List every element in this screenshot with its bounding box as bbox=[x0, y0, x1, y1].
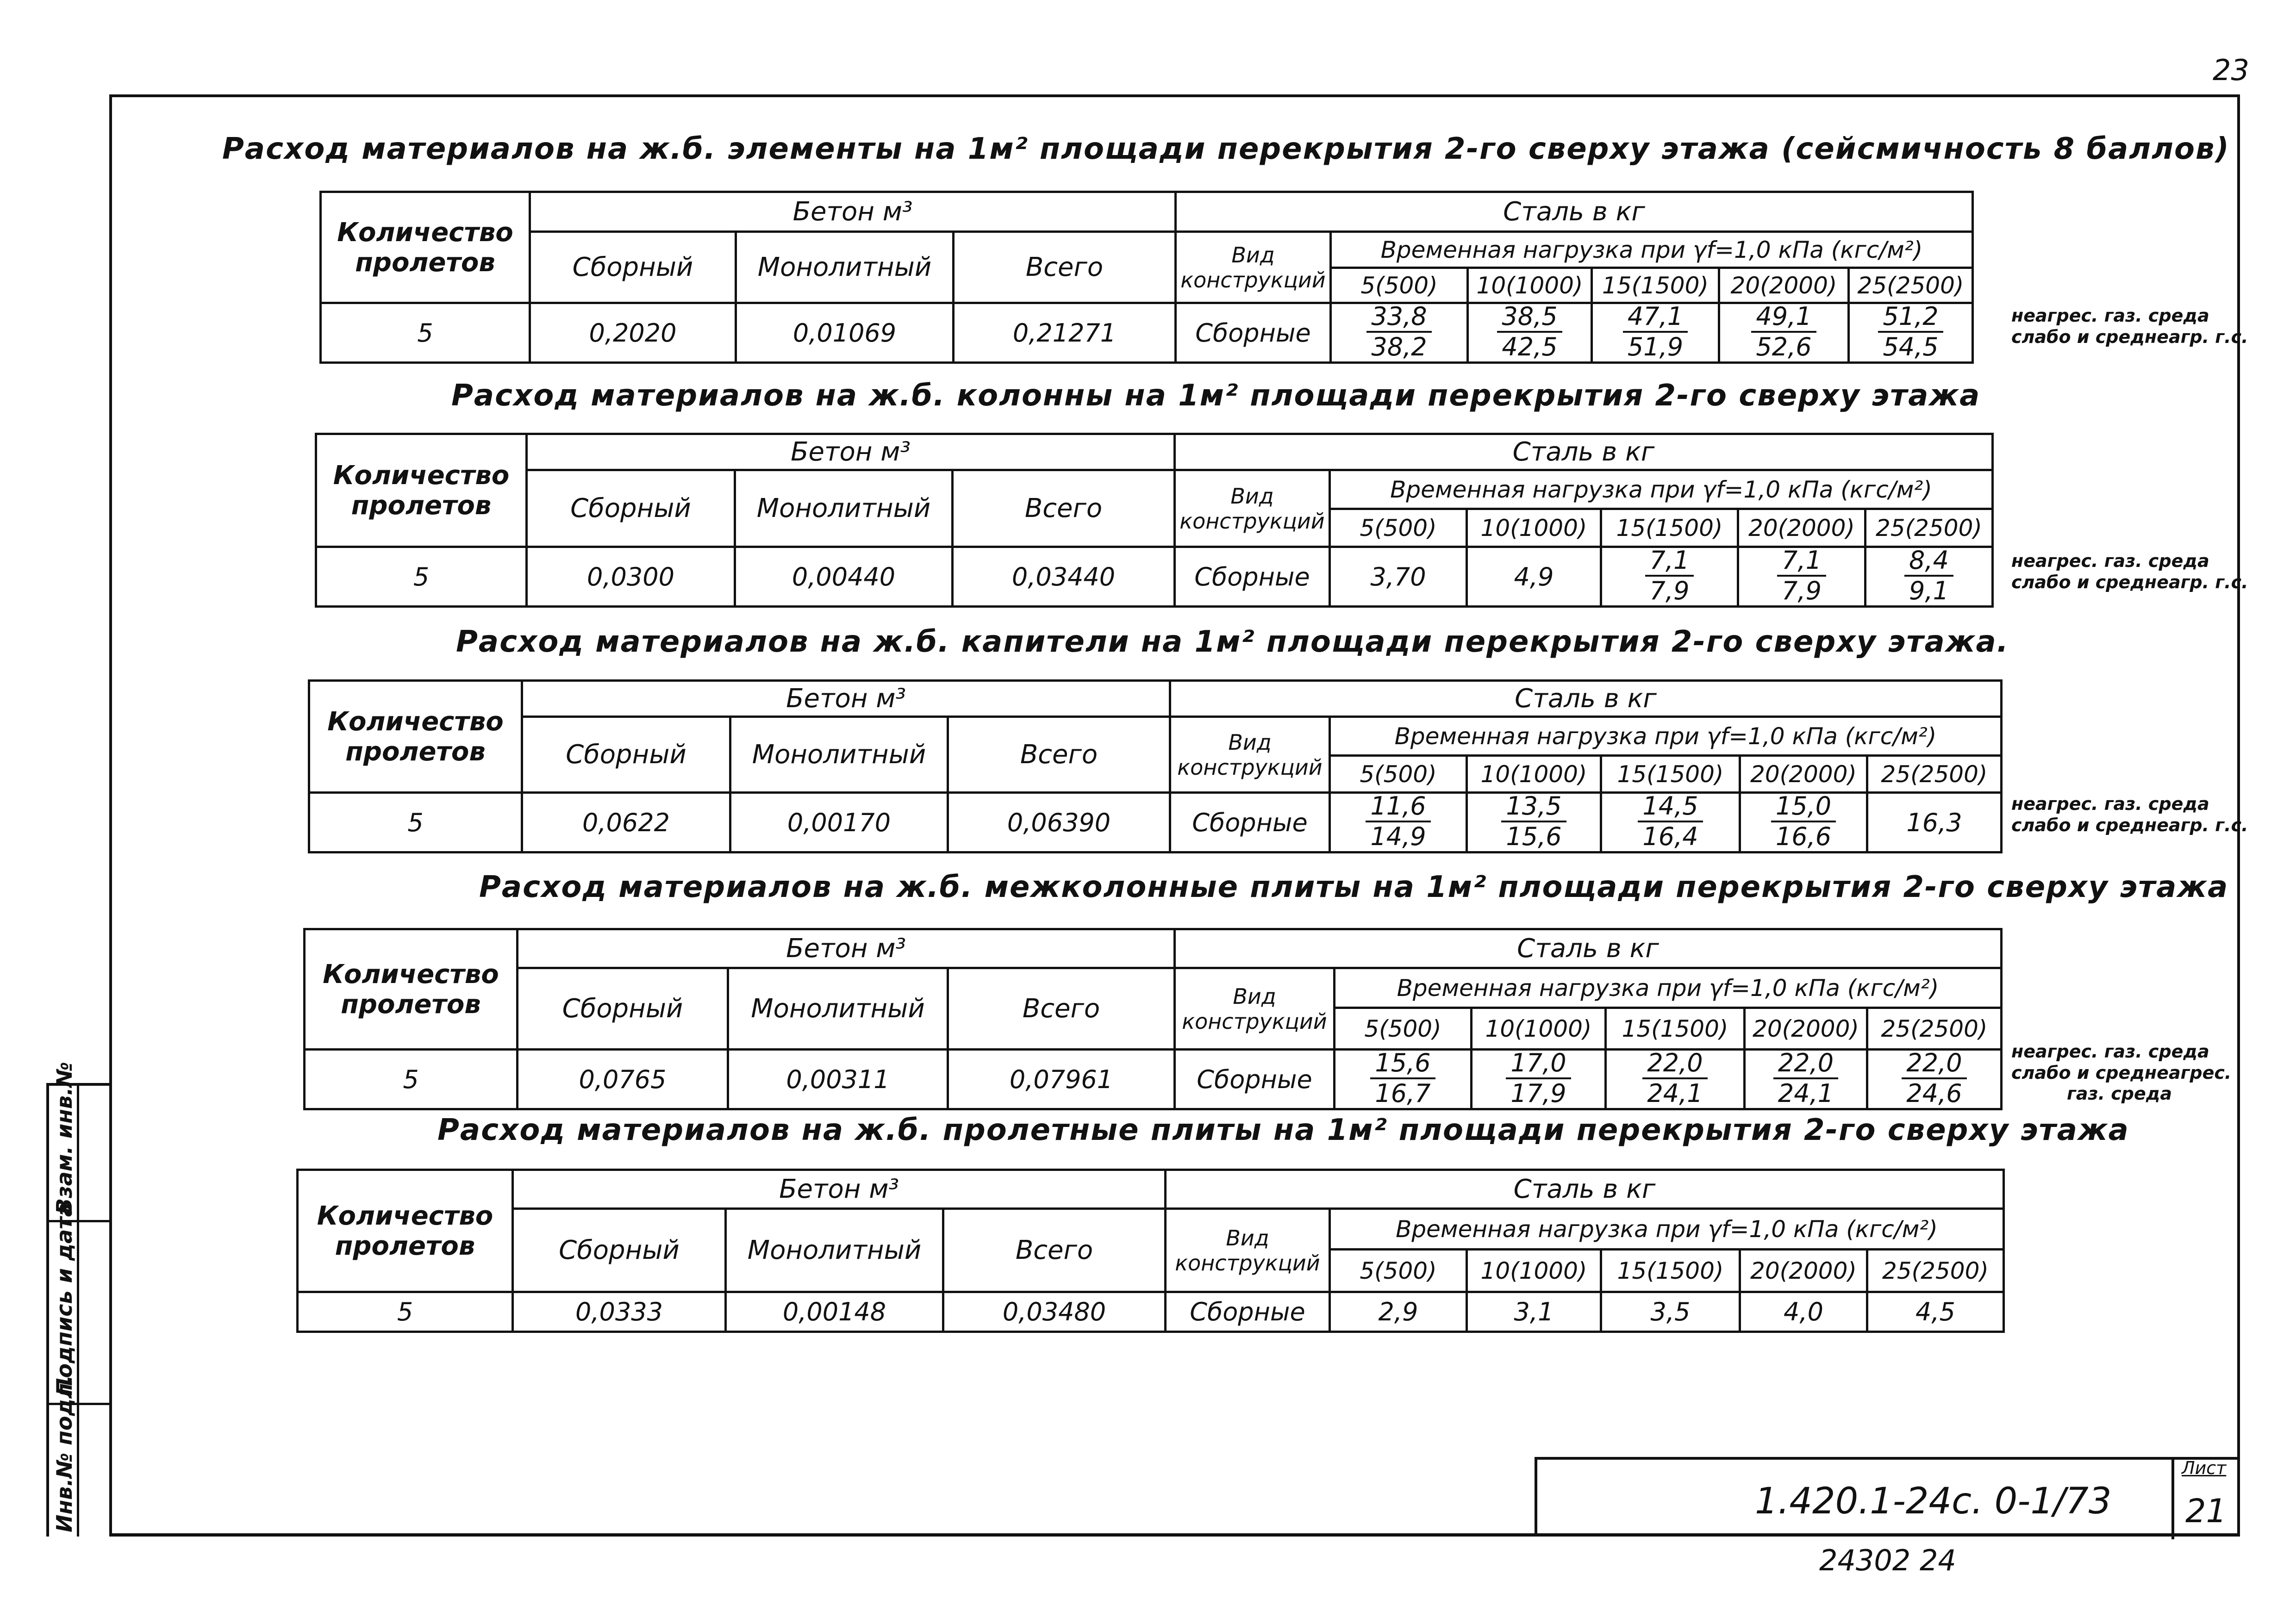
load-20: 20(2000) bbox=[1740, 1250, 1867, 1292]
spans-value: 5 bbox=[298, 1292, 513, 1332]
spans-header: Количество пролетов bbox=[298, 1170, 513, 1292]
steel-value bbox=[1468, 303, 1592, 363]
page-number: 23 bbox=[2213, 53, 2249, 87]
steel-bottom: 14,9 bbox=[1370, 822, 1426, 851]
steel-top: 11,6 bbox=[1366, 794, 1430, 822]
load-5: 5(500) bbox=[1330, 509, 1467, 547]
construction-type-header: Вид конструкций bbox=[1175, 470, 1330, 547]
steel-bottom: 42,5 bbox=[1502, 332, 1558, 361]
construction-type-header: Вид конструкций bbox=[1175, 968, 1335, 1050]
steel-value bbox=[1866, 547, 1993, 607]
note-line: неагрес. газ. среда bbox=[2011, 551, 2209, 571]
note-line: газ. среда bbox=[2067, 1083, 2172, 1104]
table-title-1: Расход материалов на ж.б. элементы на 1м² площади перекрытия 2-го сверху этажа (сейсмичность 8 баллов) bbox=[222, 132, 2230, 166]
load-10: 10(1000) bbox=[1468, 268, 1592, 303]
steel-bottom: 15,6 bbox=[1506, 822, 1562, 851]
steel-value: 3,1 bbox=[1467, 1292, 1601, 1332]
steel-value bbox=[1867, 1050, 2002, 1109]
total-header: Всего bbox=[954, 232, 1176, 303]
note-4 bbox=[2011, 1041, 2231, 1105]
load-header: Временная нагрузка при γf=1,0 кПа (кгс/м²) bbox=[1330, 717, 2002, 756]
side-label-replacement: Взам. инв.№ bbox=[52, 1062, 77, 1214]
side-label-inventory: Инв.№ подл. bbox=[52, 1375, 77, 1532]
load-20: 20(2000) bbox=[1738, 509, 1866, 547]
steel-top: 7,1 bbox=[1777, 548, 1826, 577]
steel-header: Сталь в кг bbox=[1175, 929, 2002, 968]
steel-bottom: 24,1 bbox=[1647, 1079, 1703, 1108]
steel-top: 8,4 bbox=[1904, 548, 1953, 577]
note-line: неагрес. газ. среда bbox=[2011, 1041, 2209, 1062]
note-line: слабо и среднеагр. г.с. bbox=[2011, 815, 2248, 835]
steel-top: 17,0 bbox=[1506, 1051, 1571, 1079]
steel-top: 47,1 bbox=[1623, 304, 1688, 333]
load-15: 15(1500) bbox=[1601, 756, 1740, 793]
steel-top: 38,5 bbox=[1497, 304, 1562, 333]
type-value: Сборные bbox=[1176, 303, 1331, 363]
precast-header: Сборный bbox=[522, 717, 730, 793]
concrete-header: Бетон м³ bbox=[518, 929, 1175, 968]
precast-value: 0,2020 bbox=[530, 303, 736, 363]
construction-type-header: Вид конструкций bbox=[1166, 1209, 1330, 1292]
steel-header: Сталь в кг bbox=[1170, 681, 2002, 717]
steel-header: Сталь в кг bbox=[1166, 1170, 2004, 1209]
steel-value bbox=[1849, 303, 1973, 363]
steel-value bbox=[1601, 547, 1738, 607]
construction-type-header: Вид конструкций bbox=[1176, 232, 1331, 303]
load-25: 25(2500) bbox=[1867, 756, 2002, 793]
steel-top: 49,1 bbox=[1751, 304, 1816, 333]
steel-value bbox=[1745, 1050, 1867, 1109]
steel-bottom: 9,1 bbox=[1909, 576, 1949, 605]
sheet-label: Лист bbox=[2182, 1458, 2227, 1478]
monolithic-header: Монолитный bbox=[726, 1209, 943, 1292]
spans-header: Количество пролетов bbox=[309, 681, 522, 793]
load-5: 5(500) bbox=[1335, 1008, 1472, 1050]
table-row bbox=[309, 793, 2002, 852]
steel-bottom: 38,2 bbox=[1371, 332, 1427, 361]
concrete-header: Бетон м³ bbox=[522, 681, 1170, 717]
note-1 bbox=[2011, 305, 2248, 348]
precast-header: Сборный bbox=[513, 1209, 726, 1292]
monolithic-header: Монолитный bbox=[728, 968, 948, 1050]
steel-header: Сталь в кг bbox=[1175, 434, 1993, 470]
total-header: Всего bbox=[953, 470, 1175, 547]
note-3 bbox=[2011, 794, 2248, 836]
total-value: 0,03440 bbox=[953, 547, 1175, 607]
steel-value: 2,9 bbox=[1330, 1292, 1467, 1332]
steel-top: 51,2 bbox=[1878, 304, 1943, 333]
table-row bbox=[298, 1292, 2004, 1332]
table-title-3: Расход материалов на ж.б. капители на 1м² площади перекрытия 2-го сверху этажа. bbox=[456, 625, 2009, 659]
load-header: Временная нагрузка при γf=1,0 кПа (кгс/м²) bbox=[1330, 1209, 2004, 1250]
note-line: неагрес. газ. среда bbox=[2011, 305, 2209, 326]
steel-top: 22,0 bbox=[1902, 1051, 1966, 1079]
concrete-header: Бетон м³ bbox=[530, 192, 1176, 232]
steel-value: 4,0 bbox=[1740, 1292, 1867, 1332]
table-row bbox=[305, 1050, 2002, 1109]
steel-top: 15,0 bbox=[1771, 794, 1836, 822]
table-title-2: Расход материалов на ж.б. колонны на 1м² площади перекрытия 2-го сверху этажа bbox=[451, 379, 1981, 413]
precast-value: 0,0765 bbox=[518, 1050, 728, 1109]
steel-bottom: 54,5 bbox=[1883, 332, 1939, 361]
table-2 bbox=[315, 433, 1994, 608]
load-10: 10(1000) bbox=[1472, 1008, 1606, 1050]
total-header: Всего bbox=[943, 1209, 1166, 1292]
steel-bottom: 51,9 bbox=[1627, 332, 1684, 361]
steel-value bbox=[1606, 1050, 1745, 1109]
monolithic-value: 0,01069 bbox=[736, 303, 954, 363]
spans-value: 5 bbox=[309, 793, 522, 852]
type-value: Сборные bbox=[1175, 547, 1330, 607]
steel-bottom: 24,6 bbox=[1906, 1079, 1962, 1108]
spans-value: 5 bbox=[305, 1050, 518, 1109]
steel-value bbox=[1601, 793, 1740, 852]
steel-value bbox=[1472, 1050, 1606, 1109]
monolithic-header: Монолитный bbox=[736, 232, 954, 303]
monolithic-header: Монолитный bbox=[735, 470, 953, 547]
steel-top: 22,0 bbox=[1642, 1051, 1707, 1079]
table-1 bbox=[319, 191, 1974, 364]
load-5: 5(500) bbox=[1330, 1250, 1467, 1292]
total-value: 0,07961 bbox=[948, 1050, 1175, 1109]
monolithic-value: 0,00148 bbox=[726, 1292, 943, 1332]
steel-value bbox=[1335, 1050, 1472, 1109]
document-code: 1.420.1-24с. 0-1/73 bbox=[1755, 1481, 2112, 1522]
load-25: 25(2500) bbox=[1849, 268, 1973, 303]
load-15: 15(1500) bbox=[1601, 1250, 1740, 1292]
note-line: неагрес. газ. среда bbox=[2011, 794, 2209, 814]
spans-header: Количество пролетов bbox=[305, 929, 518, 1050]
table-title-4: Расход материалов на ж.б. межколонные плиты на 1м² площади перекрытия 2-го сверху этажа bbox=[479, 870, 2229, 904]
steel-value bbox=[1331, 303, 1468, 363]
total-header: Всего bbox=[948, 717, 1170, 793]
total-value: 0,06390 bbox=[948, 793, 1170, 852]
load-20: 20(2000) bbox=[1740, 756, 1867, 793]
monolithic-value: 0,00440 bbox=[735, 547, 953, 607]
note-line: слабо и среднеагр. г.с. bbox=[2011, 572, 2248, 592]
total-value: 0,03480 bbox=[943, 1292, 1166, 1332]
steel-top: 7,1 bbox=[1645, 548, 1694, 577]
steel-value bbox=[1592, 303, 1719, 363]
side-binding-box bbox=[46, 1062, 109, 1537]
table-title-5: Расход материалов на ж.б. пролетные плиты на 1м² площади перекрытия 2-го сверху этажа bbox=[437, 1113, 2129, 1147]
steel-bottom: 16,6 bbox=[1775, 822, 1832, 851]
type-value: Сборные bbox=[1166, 1292, 1330, 1332]
load-10: 10(1000) bbox=[1467, 756, 1601, 793]
concrete-header: Бетон м³ bbox=[513, 1170, 1166, 1209]
load-15: 15(1500) bbox=[1606, 1008, 1745, 1050]
load-20: 20(2000) bbox=[1719, 268, 1849, 303]
load-header: Временная нагрузка при γf=1,0 кПа (кгс/м²) bbox=[1335, 968, 2002, 1008]
stamp-divider bbox=[2171, 1460, 2174, 1539]
table-row bbox=[316, 547, 1993, 607]
steel-value bbox=[1467, 793, 1601, 852]
type-value: Сборные bbox=[1175, 1050, 1335, 1109]
monolithic-value: 0,00170 bbox=[730, 793, 948, 852]
load-header: Временная нагрузка при γf=1,0 кПа (кгс/м²) bbox=[1331, 232, 1973, 268]
construction-type-header: Вид конструкций bbox=[1170, 717, 1330, 793]
load-10: 10(1000) bbox=[1467, 1250, 1601, 1292]
steel-value bbox=[1719, 303, 1849, 363]
steel-bottom: 52,6 bbox=[1756, 332, 1812, 361]
steel-value: 16,3 bbox=[1867, 793, 2002, 852]
steel-bottom: 16,4 bbox=[1642, 822, 1698, 851]
steel-top: 33,8 bbox=[1366, 304, 1431, 333]
precast-header: Сборный bbox=[518, 968, 728, 1050]
load-15: 15(1500) bbox=[1601, 509, 1738, 547]
steel-header: Сталь в кг bbox=[1176, 192, 1973, 232]
load-5: 5(500) bbox=[1331, 268, 1468, 303]
steel-value: 4,9 bbox=[1467, 547, 1601, 607]
load-15: 15(1500) bbox=[1592, 268, 1719, 303]
precast-header: Сборный bbox=[530, 232, 736, 303]
title-block-stamp bbox=[1535, 1457, 2237, 1537]
spans-header: Количество пролетов bbox=[321, 192, 530, 303]
note-line: слабо и среднеагр. г.с. bbox=[2011, 326, 2248, 347]
precast-value: 0,0333 bbox=[513, 1292, 726, 1332]
precast-value: 0,0300 bbox=[527, 547, 735, 607]
table-row bbox=[321, 303, 1973, 363]
load-header: Временная нагрузка при γf=1,0 кПа (кгс/м²) bbox=[1330, 470, 1993, 509]
load-25: 25(2500) bbox=[1867, 1008, 2002, 1050]
total-value: 0,21271 bbox=[954, 303, 1176, 363]
load-10: 10(1000) bbox=[1467, 509, 1601, 547]
steel-bottom: 16,7 bbox=[1375, 1079, 1431, 1108]
table-3 bbox=[308, 679, 2003, 853]
precast-header: Сборный bbox=[527, 470, 735, 547]
table-4 bbox=[303, 928, 2003, 1110]
note-2 bbox=[2011, 551, 2248, 593]
steel-value: 3,5 bbox=[1601, 1292, 1740, 1332]
steel-value bbox=[1738, 547, 1866, 607]
steel-bottom: 17,9 bbox=[1510, 1079, 1566, 1108]
table-5 bbox=[296, 1169, 2005, 1333]
sheet-number: 21 bbox=[2185, 1492, 2227, 1530]
load-25: 25(2500) bbox=[1866, 509, 1993, 547]
total-header: Всего bbox=[948, 968, 1175, 1050]
monolithic-value: 0,00311 bbox=[728, 1050, 948, 1109]
steel-top: 13,5 bbox=[1501, 794, 1566, 822]
steel-bottom: 7,9 bbox=[1782, 576, 1822, 605]
precast-value: 0,0622 bbox=[522, 793, 730, 852]
spans-value: 5 bbox=[316, 547, 527, 607]
concrete-header: Бетон м³ bbox=[527, 434, 1175, 470]
steel-top: 14,5 bbox=[1638, 794, 1703, 822]
load-5: 5(500) bbox=[1330, 756, 1467, 793]
monolithic-header: Монолитный bbox=[730, 717, 948, 793]
type-value: Сборные bbox=[1170, 793, 1330, 852]
steel-bottom: 7,9 bbox=[1649, 576, 1690, 605]
steel-top: 15,6 bbox=[1370, 1051, 1435, 1079]
load-25: 25(2500) bbox=[1867, 1250, 2004, 1292]
steel-value bbox=[1330, 793, 1467, 852]
steel-value: 4,5 bbox=[1867, 1292, 2004, 1332]
steel-value bbox=[1740, 793, 1867, 852]
load-20: 20(2000) bbox=[1745, 1008, 1867, 1050]
spans-value: 5 bbox=[321, 303, 530, 363]
steel-bottom: 24,1 bbox=[1778, 1079, 1834, 1108]
steel-top: 22,0 bbox=[1773, 1051, 1838, 1079]
steel-value: 3,70 bbox=[1330, 547, 1467, 607]
side-label-signature: Подпись и дата bbox=[52, 1202, 77, 1396]
archive-code: 24302 24 bbox=[1819, 1543, 1956, 1577]
note-line: слабо и среднеагрес. bbox=[2011, 1062, 2232, 1083]
spans-header: Количество пролетов bbox=[316, 434, 527, 547]
